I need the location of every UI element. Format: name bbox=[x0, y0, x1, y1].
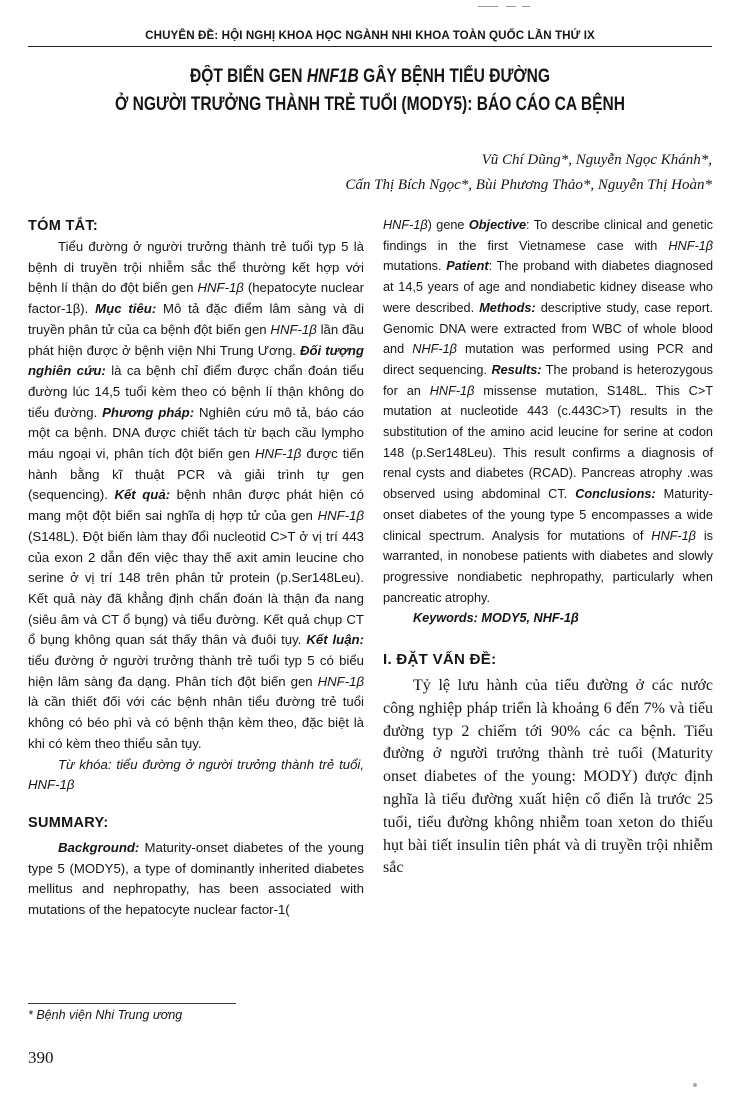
footnote-rule bbox=[28, 1003, 236, 1004]
affiliation-footnote: * Bệnh viện Nhi Trung ương bbox=[28, 1008, 183, 1022]
corner-mark bbox=[693, 1083, 697, 1087]
abstract-vi-keywords: Từ khóa: tiểu đường ở người trưởng thành trẻ tuổi, HNF-1β bbox=[28, 756, 364, 793]
left-column bbox=[28, 215, 364, 921]
running-header: CHUYÊN ĐỀ: HỘI NGHỊ KHOA HỌC NGÀNH NHI KHOA TOÀN QUỐC LẦN THỨ IX bbox=[145, 29, 595, 42]
author-list bbox=[345, 148, 712, 198]
authors-line-1: Vũ Chí Dũng*, Nguyễn Ngọc Khánh*, bbox=[481, 152, 712, 168]
header-rule bbox=[28, 46, 712, 47]
page-number: 390 bbox=[28, 1048, 54, 1067]
intro-heading: I. ĐẶT VẤN ĐỀ: bbox=[383, 651, 497, 669]
article-title bbox=[99, 63, 640, 119]
title-gene: HNF1B bbox=[306, 66, 359, 87]
summary-heading: SUMMARY: bbox=[28, 814, 109, 831]
authors-line-2: Cấn Thị Bích Ngọc*, Bùi Phương Thảo*, Nguyễn Thị Hoàn* bbox=[345, 177, 712, 193]
right-column bbox=[383, 215, 713, 880]
summary-keywords: Keywords: MODY5, NHF-1β bbox=[413, 611, 579, 626]
summary-body-start: Background: Maturity-onset diabetes of the young type 5 (MODY5), a type of dominantly inherited diabetes mellitus and nephropathy, has been associated with mutations of the hepatocyte nuclear factor-1( bbox=[28, 839, 364, 918]
summary-body-cont: HNF-1β) gene Objective: To describe clinical and genetic findings in the first Vietnamese case with HNF-1β mutations. Patient: The proband with diabetes diagnosed at 14,5 years of age and nondiabetic kidney disease who were described. Methods: descriptive study, case report. Genomic DNA were extracted from WBC of whole blood and NHF-1β mutation was performed using PCR and direct sequencing. Results: The proband is heterozygous for an HNF-1β missense mutation, S148L. This C>T mutation at nucleotide 443 (c.443C>T) results in the substitution of the amino acid leucine for serine at codon 148 (p.Ser148Leu). This result confirms a diagnosis of renal cysts and diabetes (RCAD). Pancreas atrophy .was observed using abdominal CT. Conclusions: Maturity-onset diabetes of the young type 5 encompasses a wide clinical spectrum. Analysis for mutations of HNF-1β is warranted, in nonobese patients with diabetes and slowly progressive nondiabetic nephropathy, particularly when pancreatic atrophy. bbox=[383, 218, 713, 605]
abstract-vi-body: Tiểu đường ở người trưởng thành trẻ tuổi typ 5 là bệnh di truyền trội nhiễm sắc thể thường kết hợp với bệnh lí thận do đột biến gen HNF-1β (hepatocyte nuclear factor-1β). Mục tiêu: Mô tả đặc điểm lâm sàng và di truyền phân tử của ca bệnh đột biến gen HNF-1β lần đầu phát hiện được ở bệnh viện Nhi Trung Ương. Đối tượng nghiên cứu: là ca bệnh chỉ điểm được chẩn đoán tiểu đường lúc 14,5 tuổi kèm theo có bệnh lí thận không do tiểu đường. Phương pháp: Nghiên cứu mô tả, báo cáo một ca bệnh. DNA được chiết tách từ bạch cầu lympho máu ngoại vi, phân tích đột biến gen HNF-1β được tiến hành bằng kĩ thuật PCR và giải trình tự gen (sequencing). Kết quả: bệnh nhân được phát hiện có mang một đột biến sai nghĩa dị hợp tử của gen HNF-1β (S148L). Đột biến làm thay đổi nucleotid C>T ở vị trí 443 của exon 2 dẫn đến việc thay thế axit amin leucine cho serine ở vị trí 148 trên phân tử protein (p.Ser148Leu). Kết quả này đã khẳng định chẩn đoán là thận đa nang (siêu âm và CT ổ bụng) và tiểu đường. Kết quả chụp CT ổ bụng không quan sát thấy thân và đuôi tụy. Kết luận: tiểu đường ở người trưởng thành trẻ tuổi typ 5 có biểu hiện lâm sàng đa dạng. Phân tích đột biến gen HNF-1β là cần thiết đối với các bệnh nhân tiểu đường trẻ tuổi không có béo phì và có bệnh thận kèm theo, đặc biệt là khi có kèm theo thiểu sản tụy. bbox=[28, 239, 365, 751]
abstract-vi-heading: TÓM TẮT: bbox=[28, 218, 99, 234]
intro-text: Tỷ lệ lưu hành của tiểu đường ở các nước công nghiệp pháp triển là khoảng 6 đến 7% và tiểu đường typ 2 chiếm tới 90% các ca bệnh. Tiểu đường ở người trưởng thành trẻ tuổi (Maturity onset diabetes of the young: MODY) được định nghĩa là tiểu đường xuất hiện cổ điển là trước 25 tuổi, tiểu đường không nhiễm toan xeton do thiếu hụt bài tiết insulin tiên phát và di truyền trội nhiễm sắc bbox=[383, 677, 713, 877]
title-line-1: ĐỘT BIẾN GEN HNF1B GÂY BỆNH TIỂU ĐƯỜNG bbox=[189, 66, 551, 87]
title-line-2: Ở NGƯỜI TRƯỞNG THÀNH TRẺ TUỔI (MODY5): BÁO CÁO CA BỆNH bbox=[114, 94, 626, 115]
top-edge-marks bbox=[478, 4, 538, 10]
